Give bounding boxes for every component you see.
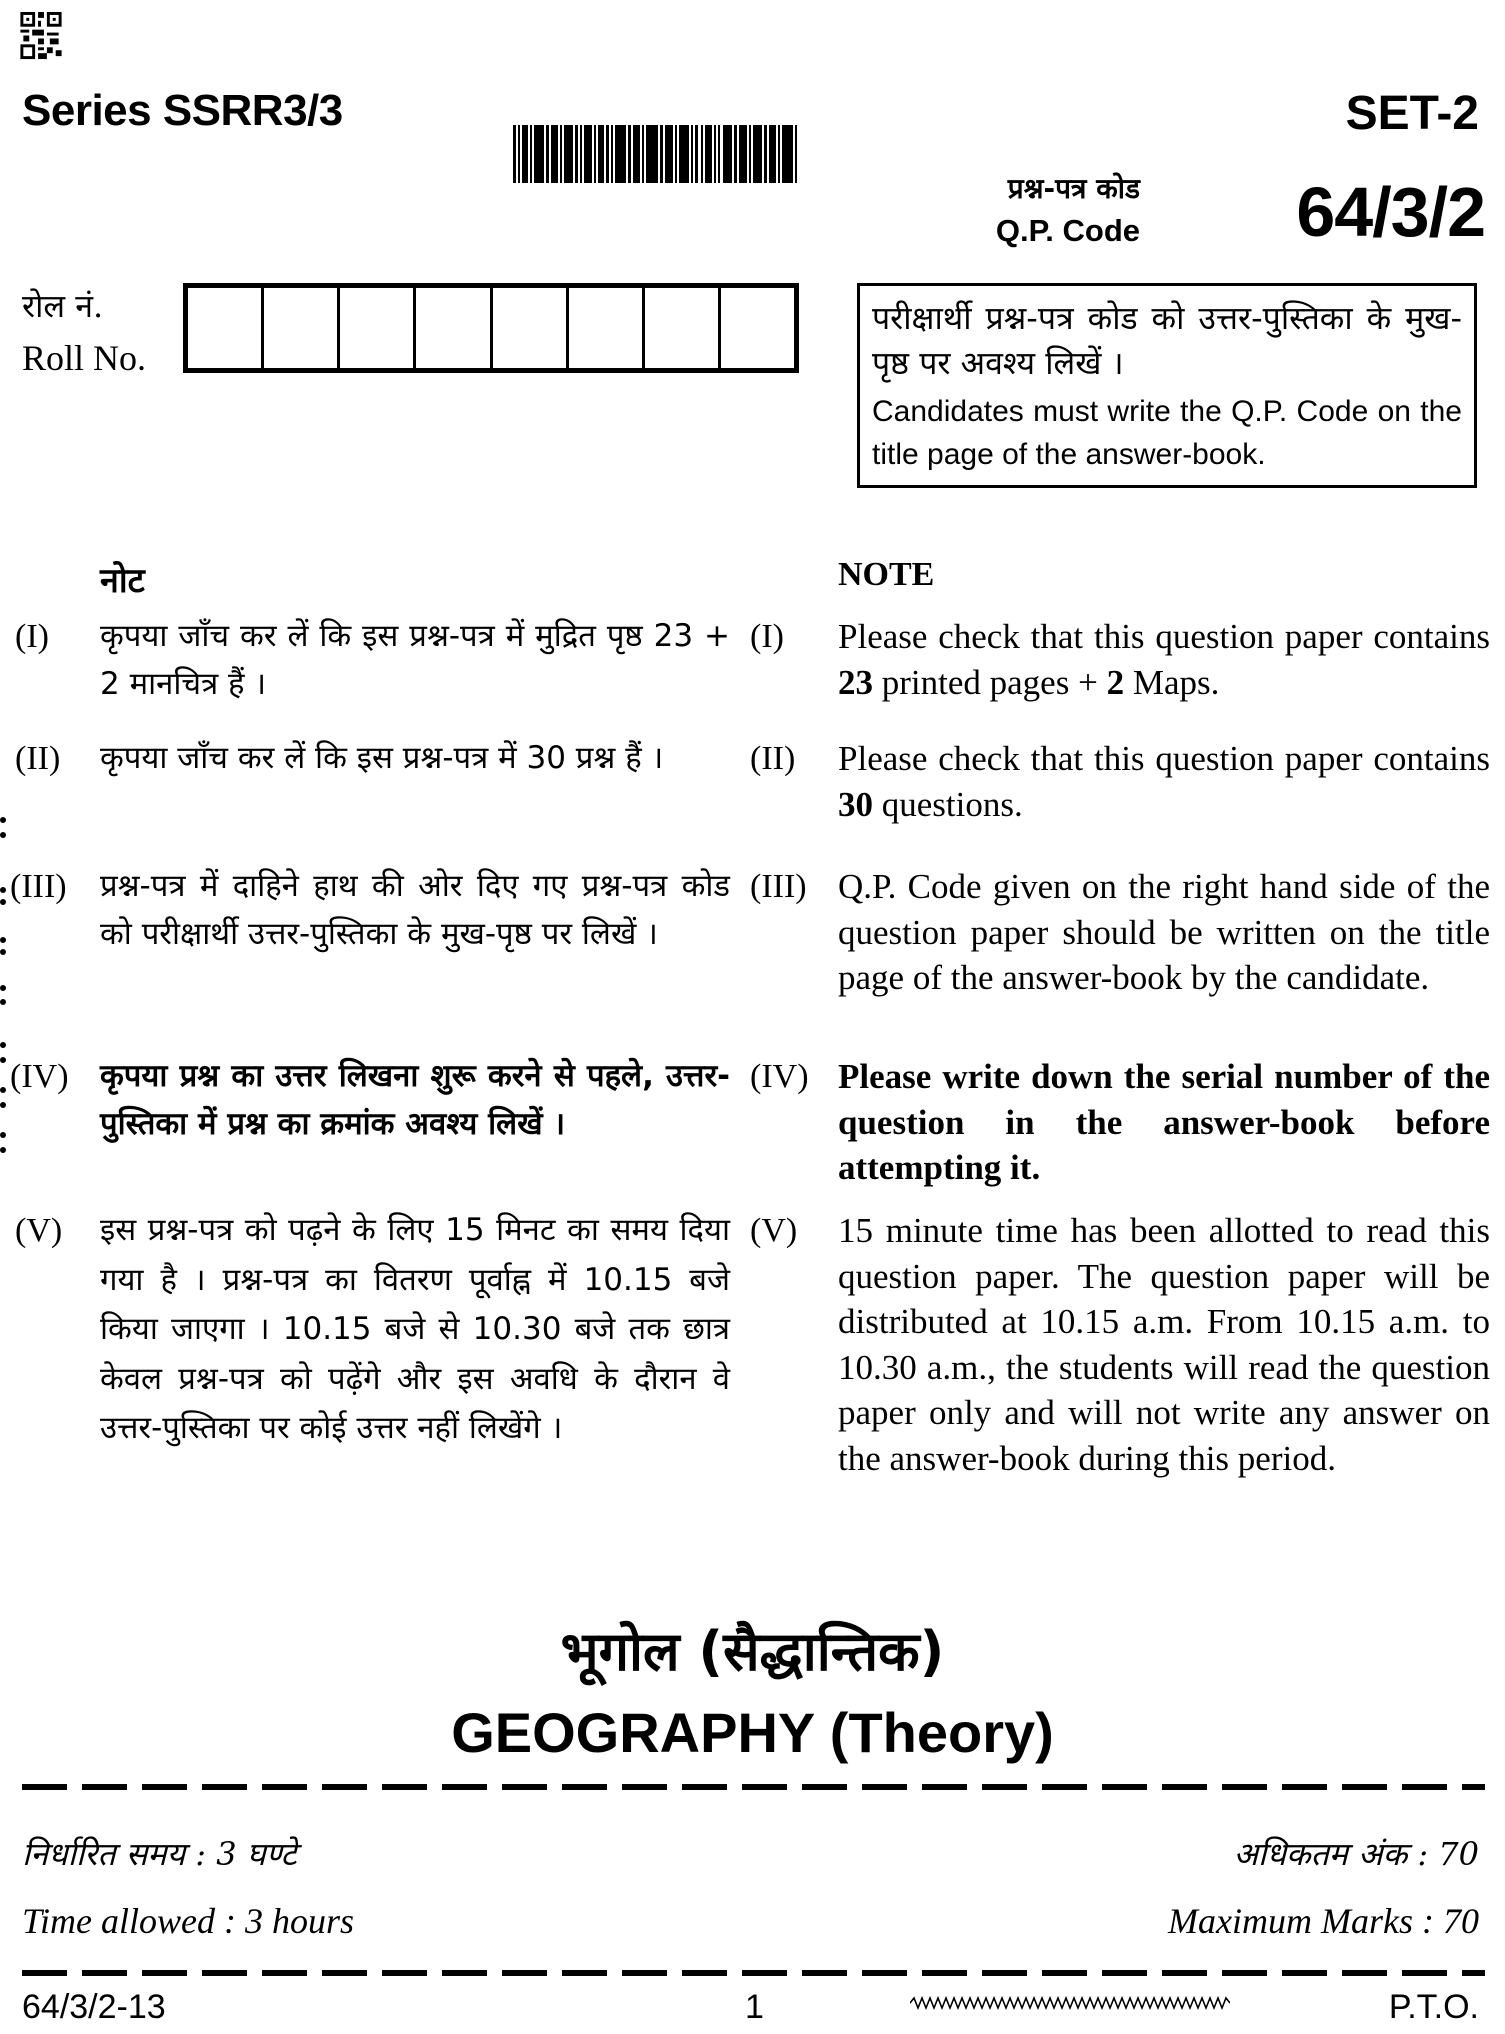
- set-label: SET-2: [1345, 87, 1479, 140]
- note-title-en: NOTE: [838, 556, 935, 593]
- note-text-en: [838, 614, 1490, 705]
- qp-code-label-hi: प्रश्न-पत्र कोड: [1007, 172, 1140, 205]
- qp-code-label-en: Q.P. Code: [995, 213, 1140, 248]
- note-label-en: (II): [750, 740, 796, 777]
- note-text-segment: Please check that this question paper contains: [838, 739, 1490, 778]
- qp-code-label: [940, 168, 1140, 252]
- note-label-hi: (IV): [10, 1058, 69, 1095]
- qp-code-instruction-hi: परीक्षार्थी प्रश्न-पत्र कोड को उत्तर-पुस्तिका के मुख-पृष्ठ पर अवश्य लिखें ।: [872, 299, 1462, 382]
- max-marks-hi: अधिकतम अंक : 70: [1233, 1835, 1479, 1873]
- roll-label-hi: रोल नं.: [22, 287, 104, 325]
- note-text-en: Please write down the serial number of the question in the answer-book before attempting it.: [838, 1057, 1490, 1187]
- note-label-en: (III): [750, 868, 807, 905]
- note-label-en: (V): [750, 1212, 798, 1249]
- qp-code-instruction-en: Candidates must write the Q.P. Code on the title page of the answer-book.: [872, 395, 1462, 471]
- note-text-en: 15 minute time has been allotted to read this question paper. The question paper will be distributed at 10.15 a.m. From 10.15 a.m. to 10.30 a.m., the students will read the question paper only and will not write any answer on the answer-book during this period.: [838, 1211, 1490, 1478]
- roll-digit-box[interactable]: [188, 288, 264, 368]
- note-text-segment: printed pages +: [873, 662, 1107, 702]
- note-text-en: Q.P. Code given on the right hand side of the question paper should be written on the title page of the answer-book by the candidate.: [838, 867, 1490, 997]
- roll-digit-box[interactable]: [645, 288, 721, 368]
- roll-digit-box[interactable]: [569, 288, 645, 368]
- subject-title-hi: भूगोल (सैद्धान्तिक): [560, 1620, 945, 1683]
- note-text-segment: questions.: [873, 784, 1023, 824]
- wavy-line-decoration: [910, 1995, 1230, 2011]
- roll-digit-box[interactable]: [340, 288, 416, 368]
- note-text-hi: कृपया प्रश्न का उत्तर लिखना शुरू करने से पहले, उत्तर-पुस्तिका में प्रश्न का क्रमांक अवश्य लिखें ।: [100, 1058, 730, 1142]
- roll-number-boxes[interactable]: [183, 283, 799, 373]
- subject-title-en: GEOGRAPHY (Theory): [451, 1701, 1054, 1764]
- margin-dots-decoration: [0, 790, 8, 1190]
- note-label-hi: (I): [15, 618, 49, 655]
- note-label-hi: (V): [15, 1212, 63, 1249]
- note-text-en: [838, 736, 1490, 827]
- dashed-divider: [22, 1970, 1485, 1976]
- roll-number-label: [22, 280, 146, 384]
- time-allowed-en: Time allowed : 3 hours: [22, 1901, 355, 1941]
- note-label-en: (I): [750, 618, 784, 655]
- question-count: 30: [838, 784, 873, 824]
- qr-code-icon: [20, 12, 62, 62]
- time-allowed-hi: निर्धारित समय : 3 घण्टे: [22, 1835, 297, 1873]
- page-count: 23: [838, 662, 873, 702]
- roll-label-en: Roll No.: [22, 338, 147, 378]
- roll-digit-box[interactable]: [416, 288, 492, 368]
- barcode-icon: [513, 125, 797, 183]
- note-label-hi: (III): [10, 868, 67, 905]
- note-text-hi: इस प्रश्न-पत्र को पढ़ने के लिए 15 मिनट का समय दिया गया है । प्रश्न-पत्र का वितरण पूर्वाह्न में 10.15 बजे किया जाएगा । 10.15 बजे से 10.30 बजे तक छात्र केवल प्रश्न-पत्र को पढ़ेंगे और इस अवधि के दौरान वे उत्तर-पुस्तिका पर कोई उत्तर नहीं लिखेंगे ।: [100, 1212, 730, 1446]
- note-text-hi: प्रश्न-पत्र में दाहिने हाथ की ओर दिए गए प्रश्न-पत्र कोड को परीक्षार्थी उत्तर-पुस्तिका के मुख-पृष्ठ पर लिखें ।: [100, 868, 730, 952]
- series-label: Series SSRR3/3: [22, 86, 343, 135]
- roll-digit-box[interactable]: [264, 288, 340, 368]
- note-text-segment: Please check that this question paper contains: [838, 617, 1490, 656]
- qp-code-instruction-box: [857, 283, 1477, 488]
- please-turn-over: P.T.O.: [1388, 1988, 1479, 2026]
- note-title-hi: नोट: [100, 561, 145, 601]
- note-label-en: (IV): [750, 1058, 809, 1095]
- max-marks-en: Maximum Marks : 70: [1168, 1901, 1479, 1941]
- dashed-divider: [22, 1784, 1485, 1790]
- page-number: 1: [745, 1988, 764, 2026]
- note-text-hi: कृपया जाँच कर लें कि इस प्रश्न-पत्र में मुद्रित पृष्ठ 23 + 2 मानचित्र हैं ।: [100, 618, 730, 702]
- map-count: 2: [1106, 662, 1125, 702]
- footer-paper-code: 64/3/2-13: [22, 1988, 166, 2026]
- note-label-hi: (II): [15, 740, 61, 777]
- note-text-segment: Maps.: [1124, 662, 1220, 702]
- note-text-hi: कृपया जाँच कर लें कि इस प्रश्न-पत्र में 30 प्रश्न हैं ।: [100, 740, 664, 776]
- roll-digit-box[interactable]: [493, 288, 569, 368]
- roll-digit-box[interactable]: [721, 288, 794, 368]
- qp-code-value: 64/3/2: [1296, 173, 1485, 251]
